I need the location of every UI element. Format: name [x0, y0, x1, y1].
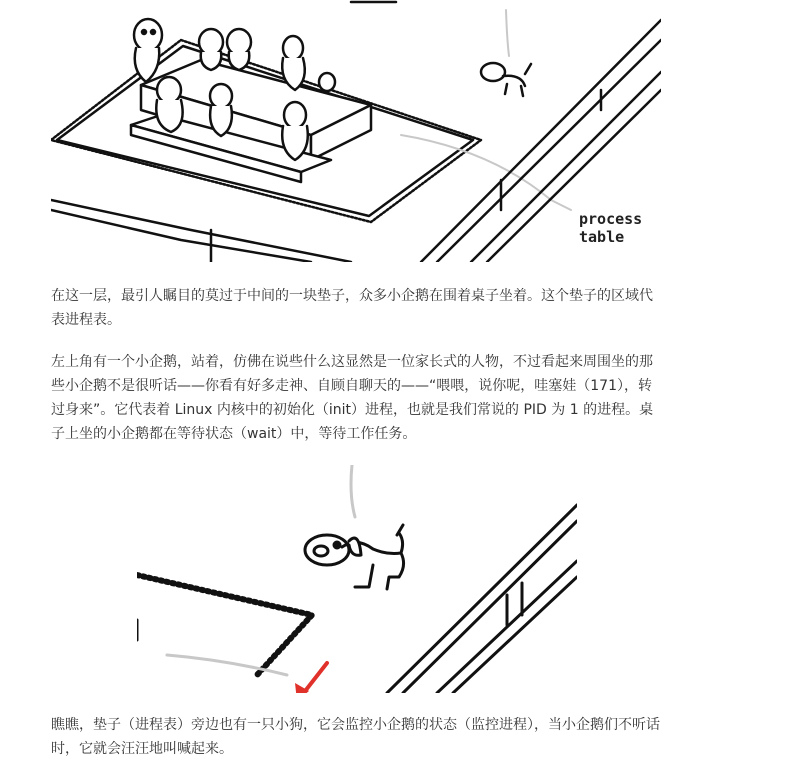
watchdog-illustration: [137, 465, 577, 693]
penguin-4: [319, 73, 335, 91]
penguin-standing: [134, 19, 162, 82]
paragraph-watchdog: 瞧瞧，垫子（进程表）旁边也有一只小狗，它会监控小企鹅的状态（监控进程），当小企鹅们不听话时，它就会汪汪地叫喊起来。: [51, 717, 660, 757]
red-arrow-icon: [295, 663, 327, 693]
penguin-6: [210, 84, 232, 136]
paragraph-process-table: 在这一层，最引人瞩目的莫过于中间的一块垫子，众多小企鹅在围着桌子坐着。这个垫子的区域代表进程表。: [51, 288, 653, 328]
process-table-label-line2: table: [579, 228, 625, 246]
dog-small: [481, 63, 531, 96]
penguin-1: [199, 29, 223, 70]
paragraph-init-process: 左上角有一个小企鹅，站着，仿佛在说些什么这显然是一位家长式的人物，不过看起来周围坐的那些小企鹅不是很听话——你看有好多走神、自顾自聊天的——“喂喂，说你呢，哇塞娃（171），转过身来”。它代表着 Linux 内核中的初始化（init）进程，也就是我们常说的 PID 为 1 的进程。桌子上坐的小企鹅都在等待状态（wait）中，等待工作任务。: [51, 354, 654, 442]
penguin-7: [282, 102, 308, 160]
penguin-3: [282, 36, 305, 90]
penguin-2: [227, 29, 251, 70]
penguin-5: [156, 77, 182, 132]
mat-edge: [137, 575, 312, 675]
dog: [305, 525, 404, 589]
process-table-label-line1: process: [579, 210, 643, 228]
process-table-illustration: [51, 0, 661, 262]
